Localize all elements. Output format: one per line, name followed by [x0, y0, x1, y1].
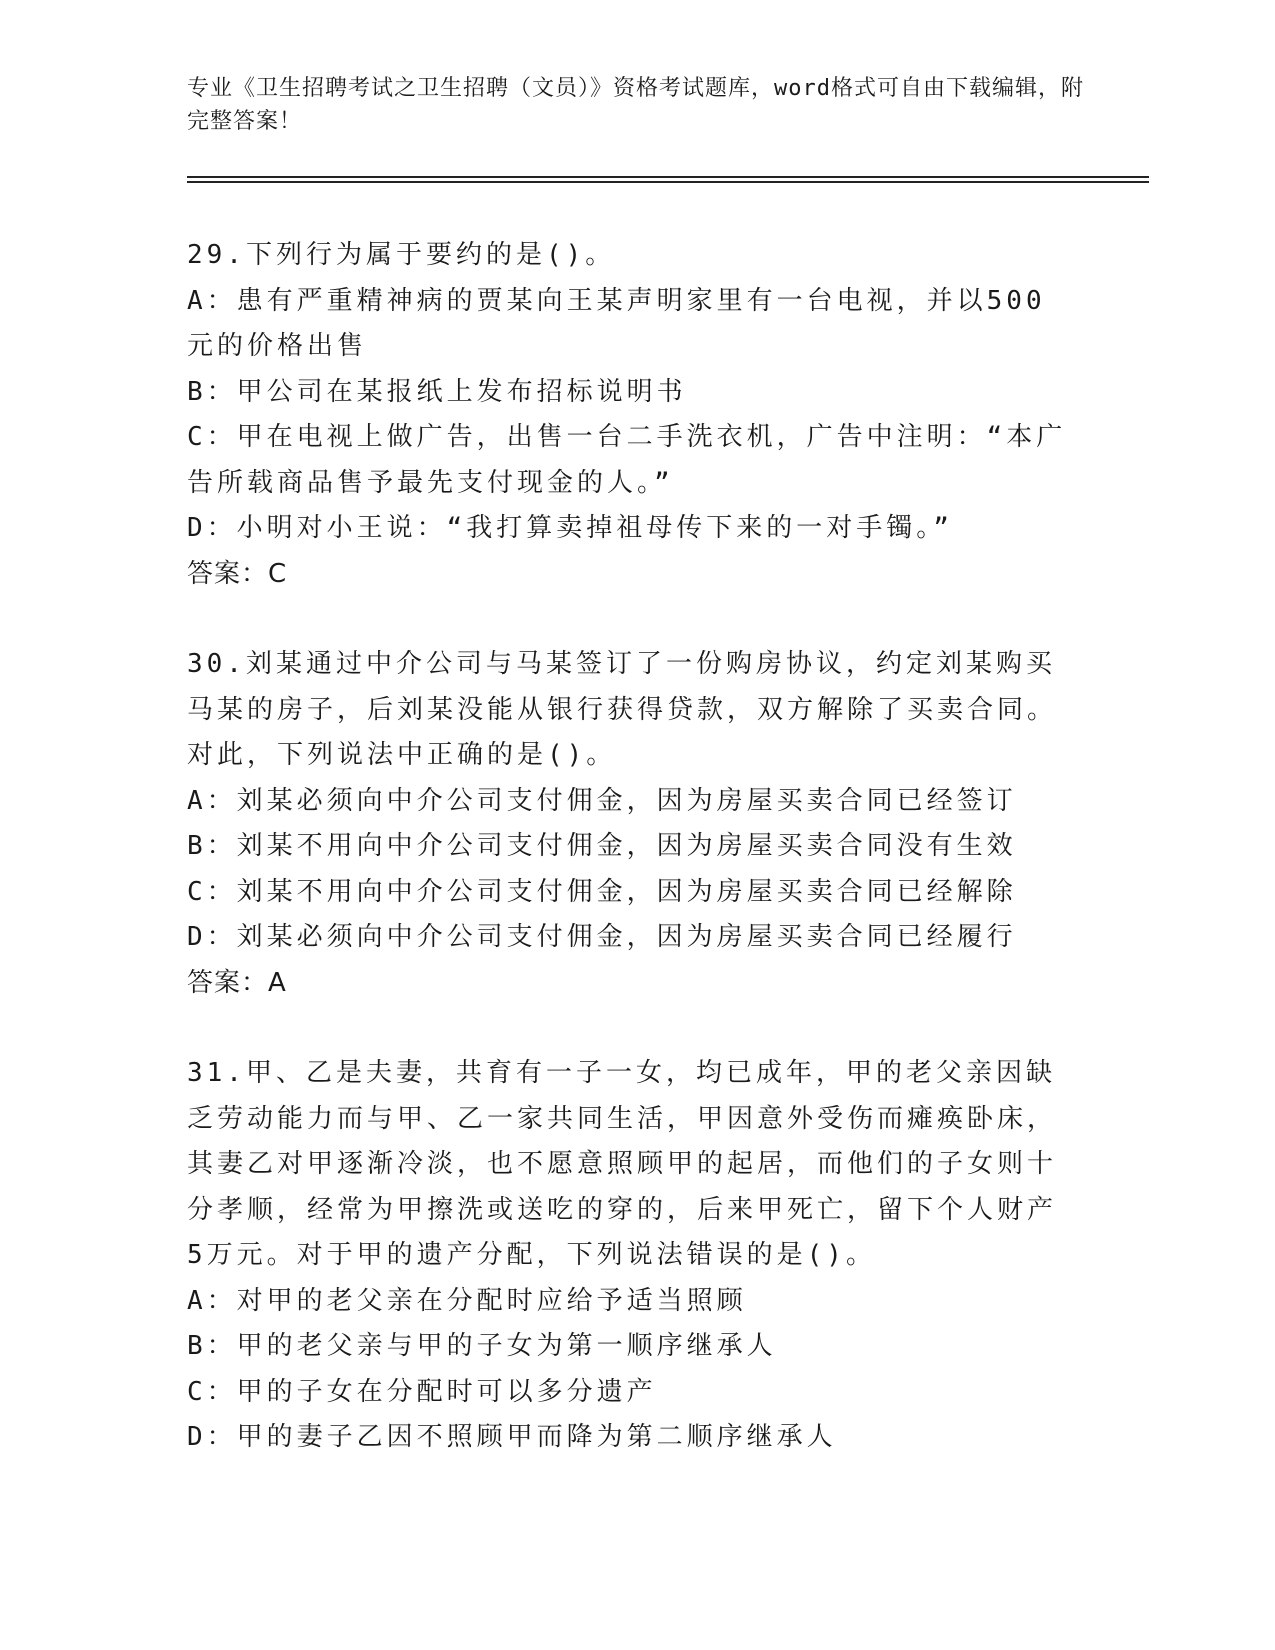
question-stem: 30.刘某通过中介公司与马某签订了一份购房协议，约定刘某购买马某的房子，后刘某没能从银行获得贷款，双方解除了买卖合同。对此，下列说法中正确的是()。 — [187, 649, 1058, 770]
option-a: A：患有严重精神病的贾某向王某声明家里有一台电视，并以500元的价格出售 — [187, 285, 1046, 361]
option-b: B：甲的老父亲与甲的子女为第一顺序继承人 — [187, 1331, 777, 1361]
option-d: D：甲的妻子乙因不照顾甲而降为第二顺序继承人 — [187, 1422, 837, 1452]
question-30 — [187, 642, 1067, 1006]
option-b: B：甲公司在某报纸上发布招标说明书 — [187, 376, 687, 407]
header-divider-bottom — [187, 181, 1149, 183]
option-a: A：刘某必须向中介公司支付佣金，因为房屋买卖合同已经签订 — [187, 785, 1017, 816]
answer: 答案：C — [187, 558, 288, 589]
header-description: 专业《卫生招聘考试之卫生招聘（文员）》资格考试题库，word格式可自由下载编辑，附完整答案！ — [187, 76, 1084, 134]
option-c: C：刘某不用向中介公司支付佣金，因为房屋买卖合同已经解除 — [187, 876, 1017, 907]
question-31 — [187, 1051, 1067, 1461]
option-c: C：甲在电视上做广告，出售一台二手洗衣机，广告中注明：“本广告所载商品售予最先支付现金的人。” — [187, 422, 1067, 498]
header-divider-top — [187, 176, 1149, 178]
question-stem: 31.甲、乙是夫妻，共育有一子一女，均已成年，甲的老父亲因缺乏劳动能力而与甲、乙一家共同生活，甲因意外受伤而瘫痪卧床，其妻乙对甲逐渐冷淡，也不愿意照顾甲的起居，而他们的子女则十分孝顺，经常为甲擦洗或送吃的穿的，后来甲死亡，留下个人财产5万元。对于甲的遗产分配，下列说法错误的是()。 — [187, 1058, 1058, 1270]
option-d: D：小明对小王说：“我打算卖掉祖母传下来的一对手镯。” — [187, 513, 953, 543]
question-stem: 29.下列行为属于要约的是()。 — [187, 240, 616, 270]
question-29 — [187, 233, 1067, 597]
option-c: C：甲的子女在分配时可以多分遗产 — [187, 1376, 657, 1407]
answer: 答案：A — [187, 967, 287, 998]
option-d: D：刘某必须向中介公司支付佣金，因为房屋买卖合同已经履行 — [187, 922, 1017, 952]
option-a: A：对甲的老父亲在分配时应给予适当照顾 — [187, 1285, 747, 1316]
option-b: B：刘某不用向中介公司支付佣金，因为房屋买卖合同没有生效 — [187, 831, 1017, 861]
question-list — [187, 233, 1067, 1506]
